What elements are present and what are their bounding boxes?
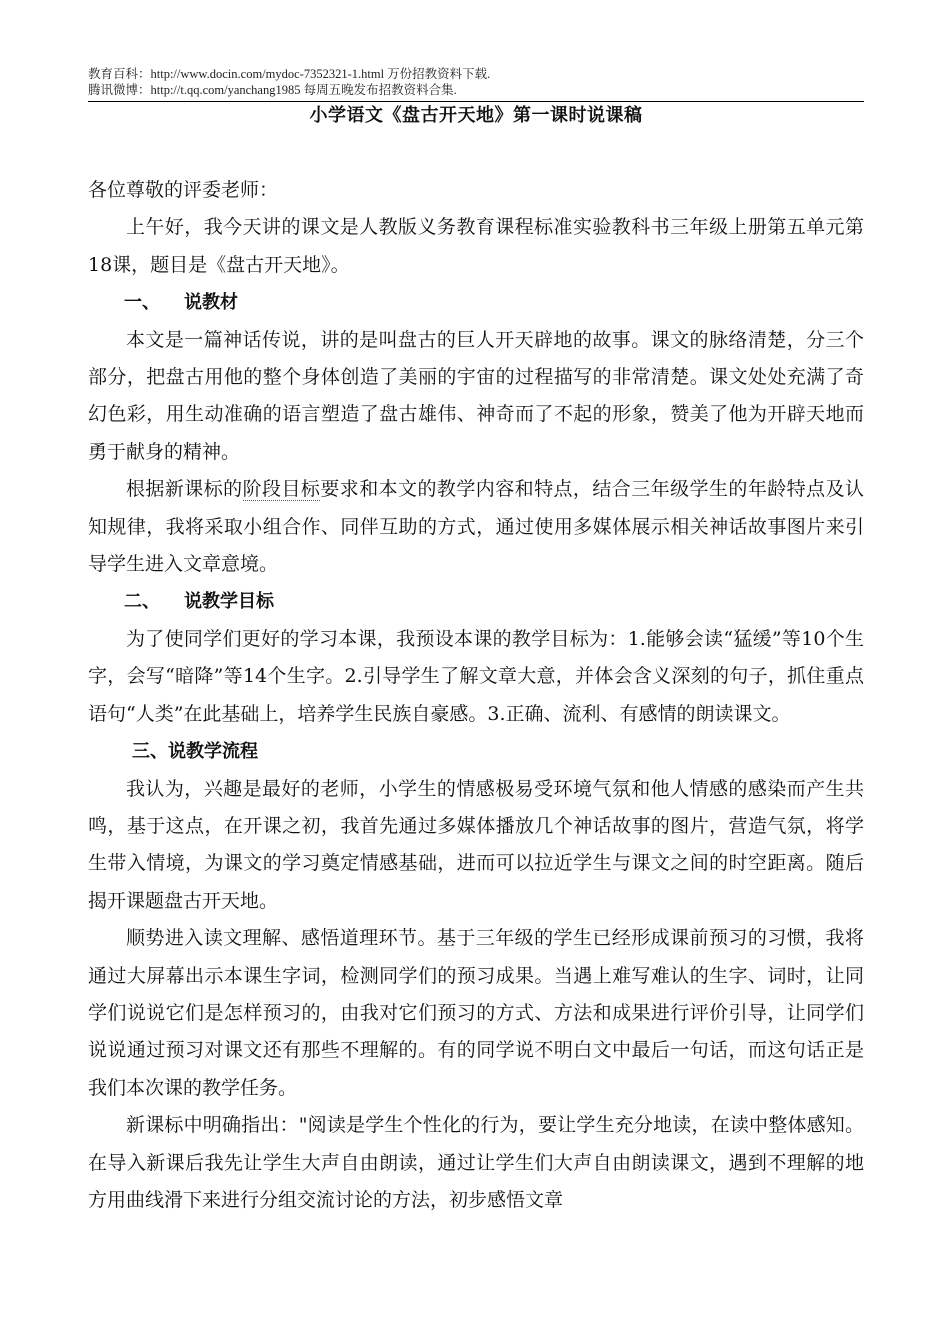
text-span: 要求和本文的教学内容和特点，结合三年级学生的年龄特点及认知规律，我将采取小组合作、同伴互助的方式，通过使用多媒体展示相关神话故事图片来引导学生进入文章意境。 xyxy=(88,478,864,576)
section-3-paragraph-2: 顺势进入读文理解、感悟道理环节。基于三年级的学生已经形成课前预习的习惯，我将通过大屏幕出示本课生字词，检测同学们的预习成果。当遇上难写难认的生字、词时，让同学们说说它们是怎样预习的，由我对它们预习的方式、方法和成果进行评价引导，让同学们说说通过预习对课文还有那些不理解的。有的同学说不明白文中最后一句话，而这句话正是我们本次课的教学任务。 xyxy=(88,927,864,1099)
section-title-2: 说教学目标 xyxy=(184,591,274,613)
header-line-2: 腾讯微博：http://t.qq.com/yanchang1985 每周五晚发布招教资料合集. xyxy=(88,83,457,97)
section-2-paragraph-1: 为了使同学们更好的学习本课，我预设本课的教学目标为：1.能够会读“猛缓”等10个生字，会写“暗降”等14个生字。2.引导学生了解文章大意，并体会含义深刻的句子，抓住重点语句“人类”在此基础上，培养学生民族自豪感。3.正确、流利、有感情的朗读课文。 xyxy=(88,627,864,725)
section-number-1: 一、 xyxy=(124,292,160,314)
text-span: 根据新课标的 xyxy=(126,478,243,501)
section-title-3: 说教学流程 xyxy=(168,741,258,763)
document-body xyxy=(88,172,864,1219)
page-header xyxy=(88,66,864,98)
section-title-1: 说教材 xyxy=(184,292,238,314)
greeting: 各位尊敬的评委老师： xyxy=(88,179,279,201)
section-3-paragraph-1: 我认为，兴趣是最好的老师，小学生的情感极易受环境气氛和他人情感的感染而产生共鸣，基于这点，在开课之初，我首先通过多媒体播放几个神话故事的图片，营造气氛，将学生带入情境，为课文的学习奠定情感基础，进而可以拉近学生与课文之间的时空距离。随后揭开课题盘古开天地。 xyxy=(88,777,864,912)
section-3-paragraph-3: 新课标中明确指出："阅读是学生个性化的行为，要让学生充分地读，在读中整体感知。在导入新课后我先让学生大声自由朗读，通过让学生们大声自由朗读课文，遇到不理解的地方用曲线滑下来进行分组交流讨论的方法，初步感悟文章 xyxy=(88,1114,864,1211)
section-1-paragraph-2 xyxy=(88,471,864,583)
intro-paragraph: 上午好，我今天讲的课文是人教版义务教育课程标准实验教科书三年级上册第五单元第18课，题目是《盘古开天地》。 xyxy=(88,216,864,276)
section-heading-3 xyxy=(88,733,864,770)
section-number-3: 三、 xyxy=(132,741,168,763)
section-number-2: 二、 xyxy=(124,591,160,613)
section-1-paragraph-1: 本文是一篇神话传说，讲的是叫盘古的巨人开天辟地的故事。课文的脉络清楚，分三个部分，把盘古用他的整个身体创造了美丽的宇宙的过程描写的非常清楚。课文处处充满了奇幻色彩，用生动准确的语言塑造了盘古雄伟、神奇而了不起的形象，赞美了他为开辟天地而勇于献身的精神。 xyxy=(88,328,864,463)
header-line-1: 教育百科：http://www.docin.com/mydoc-7352321-1.html 万份招教资料下载. xyxy=(88,67,491,81)
section-heading-2 xyxy=(88,583,864,620)
document-title: 小学语文《盘古开天地》第一课时说课稿 xyxy=(309,105,643,126)
underlined-term: 阶段目标 xyxy=(242,478,321,501)
section-heading-1 xyxy=(88,284,864,321)
header-divider xyxy=(88,101,864,102)
